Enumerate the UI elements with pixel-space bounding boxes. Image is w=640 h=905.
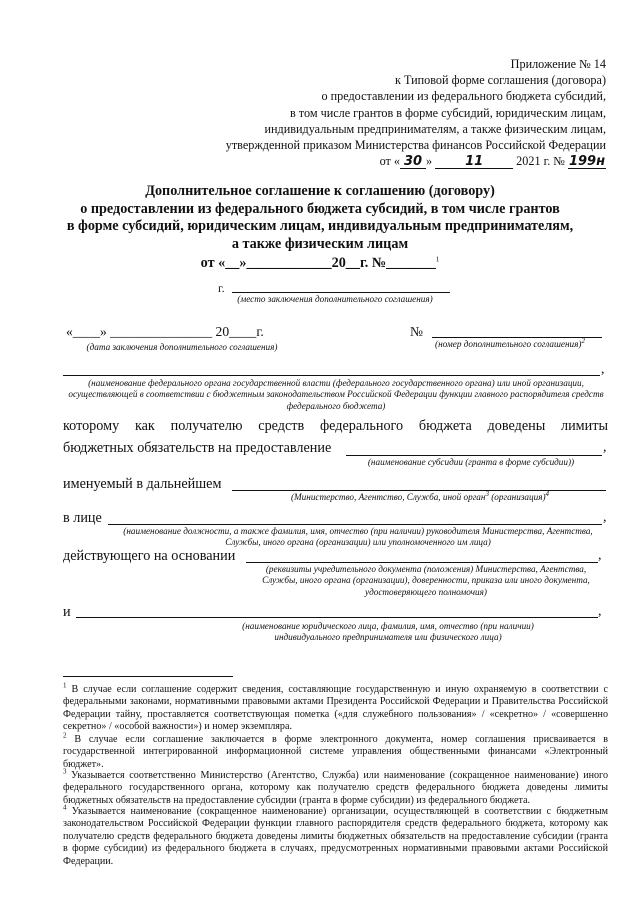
- footnote-number: 3: [63, 767, 67, 776]
- footnote-text: В случае если соглашение содержит сведения, составляющие государственную и иную охраняемую в соответствии с федеральными законами, нормативными правовыми актами Президента Российской Федерации и Правительства Российской Федерации тайну, проставляется соответствующая пометка («для служебного пользования» / «секретно» / «совершенно секретно» / «особой важности») и номер экземпляра.: [63, 684, 608, 733]
- date-prefix: от «: [379, 154, 400, 169]
- footnote-2: [63, 731, 608, 771]
- acting-basis-text: действующего на основании: [63, 548, 236, 564]
- recipient-line-1: которому как получателю средств федерального бюджета доведены лимиты: [63, 418, 608, 434]
- handwritten-day: 30: [400, 155, 426, 169]
- subsidy-comma: ,: [603, 440, 607, 455]
- footnote-number: 2: [63, 731, 67, 740]
- agreement-number-label: [420, 336, 600, 350]
- title-date-line: [0, 255, 640, 273]
- title-line: в форме субсидий, юридическим лицам, индивидуальным предпринимателям,: [66, 218, 574, 235]
- and-label: (наименование юридического лица, фамилия, имя, отчество (при наличии) индивидуального предпринимателя или физического лица): [242, 621, 534, 643]
- footnote-number: 1: [63, 681, 67, 690]
- in-person-comma: ,: [603, 510, 607, 525]
- appendix-header: [226, 56, 606, 169]
- title-line: Дополнительное соглашение к соглашению (договору): [145, 183, 495, 199]
- footnote-ref: 3: [485, 489, 489, 498]
- appendix-line: к Типовой форме соглашения (договора): [395, 73, 606, 88]
- in-person-text: в лице: [63, 510, 102, 526]
- recipient-line-2: бюджетных обязательств на предоставление: [63, 440, 332, 456]
- agreement-number-label-text: (номер дополнительного соглашения): [435, 339, 582, 349]
- subsidy-label: (наименование субсидии (гранта в форме субсидии)): [367, 457, 575, 467]
- hereinafter-text: именуемый в дальнейшем: [63, 476, 222, 492]
- year-text: 2021 г. №: [516, 154, 565, 169]
- document-title: [0, 183, 640, 273]
- in-person-label: (наименование должности, а также фамилия, имя, отчество (при наличии) руководителя Министерства, Агентства, Службы, иного органа (организации) или уполномоченного им лица): [123, 526, 593, 548]
- footnote-text: Указывается наименование (сокращенное наименование) организации, осуществляющей в соответствии с бюджетным законодательством Российской Федерации функции главного распорядителя средств федерального бюджета, которому как получателю средств федерального бюджета доведены лимиты бюджетных обязательств на предоставление субсидии (гранта в форме субсидии) из федерального бюджета в случаях, предусмотренных нормативными правовыми актами Российской Федерации.: [63, 806, 608, 867]
- appendix-line: индивидуальным предпринимателям, а также физическим лицам,: [264, 121, 606, 136]
- and-text: и: [63, 604, 71, 620]
- footnote-3: [63, 767, 608, 807]
- hereinafter-label: [255, 489, 585, 503]
- appendix-line: о предоставлении из федерального бюджета субсидий,: [321, 89, 606, 104]
- footnote-4: [63, 803, 608, 868]
- acting-basis-underline: [246, 562, 598, 563]
- title-line: а также физическим лицам: [231, 235, 409, 252]
- appendix-line: в том числе грантов в форме субсидий, юридическим лицам,: [290, 105, 606, 120]
- footnote-ref: 2: [581, 336, 585, 345]
- footnote-text: В случае если соглашение заключается в форме электронного документа, номер соглашения присваивается в государственной интегрированной информационной системе управления общественными финансами «Электронный бюджет».: [63, 734, 608, 770]
- in-person-underline: [108, 524, 602, 525]
- footnote-ref: 4: [545, 489, 550, 498]
- agreement-number-underline: [432, 337, 602, 338]
- agreement-date-label: (дата заключения дополнительного соглашения): [86, 342, 278, 352]
- footnote-ref: 1: [435, 255, 440, 264]
- hereinafter-label-text-2: (организация): [488, 492, 546, 502]
- acting-basis-label: (реквизиты учредительного документа (положения) Министерства, Агентства, Службы, иного органа (организации), доверенности, приказа или иного документа, удостоверяющего полномочия): [262, 564, 590, 597]
- org-underline: [63, 375, 600, 376]
- acting-basis-comma: ,: [598, 548, 602, 563]
- footnote-text: Указывается соответственно Министерство (Агентство, Служба) или наименование (сокращенное наименование) иного федерального государственного органа, которому как получателю средств федерального бюджета доведены лимиты бюджетных обязательств на предоставление субсидии (гранта в форме субсидии) из федерального бюджета.: [63, 770, 608, 806]
- footnote-number: 4: [63, 803, 67, 812]
- hereinafter-underline: [232, 490, 606, 491]
- appendix-date-line: [226, 153, 606, 169]
- and-comma: ,: [598, 604, 602, 619]
- footnote-separator: [63, 676, 233, 677]
- org-comma: ,: [601, 362, 605, 377]
- place-label: (место заключения дополнительного соглашения): [237, 294, 433, 304]
- place-underline: [232, 292, 450, 293]
- place-prefix: г.: [218, 281, 225, 295]
- title-date-text: от «__»____________20__г. №_______: [200, 255, 436, 272]
- agreement-number-prefix: №: [410, 324, 423, 339]
- handwritten-month: 11: [435, 155, 513, 169]
- agreement-date-blank: «____» _______________ 20____г.: [66, 324, 264, 339]
- org-label: (наименование федерального органа государственной власти (федерального государственного органа) или иной организации, осуществляющей в соответствии с бюджетным законодательством Российской Федерации функции главного распорядителя средств федерального бюджета): [68, 378, 604, 411]
- appendix-line: утвержденной приказом Министерства финансов Российской Федерации: [225, 138, 606, 153]
- hereinafter-label-text: (Министерство, Агентство, Служба, иной орган: [290, 492, 486, 502]
- footnote-1: [63, 681, 608, 734]
- date-mid: »: [425, 154, 433, 169]
- subsidy-underline: [346, 455, 602, 456]
- and-underline: [76, 617, 598, 618]
- title-line: о предоставлении из федерального бюджета субсидий, в том числе грантов: [80, 200, 560, 217]
- appendix-number: Приложение № 14: [510, 57, 606, 71]
- handwritten-order-number: 199н: [568, 154, 606, 170]
